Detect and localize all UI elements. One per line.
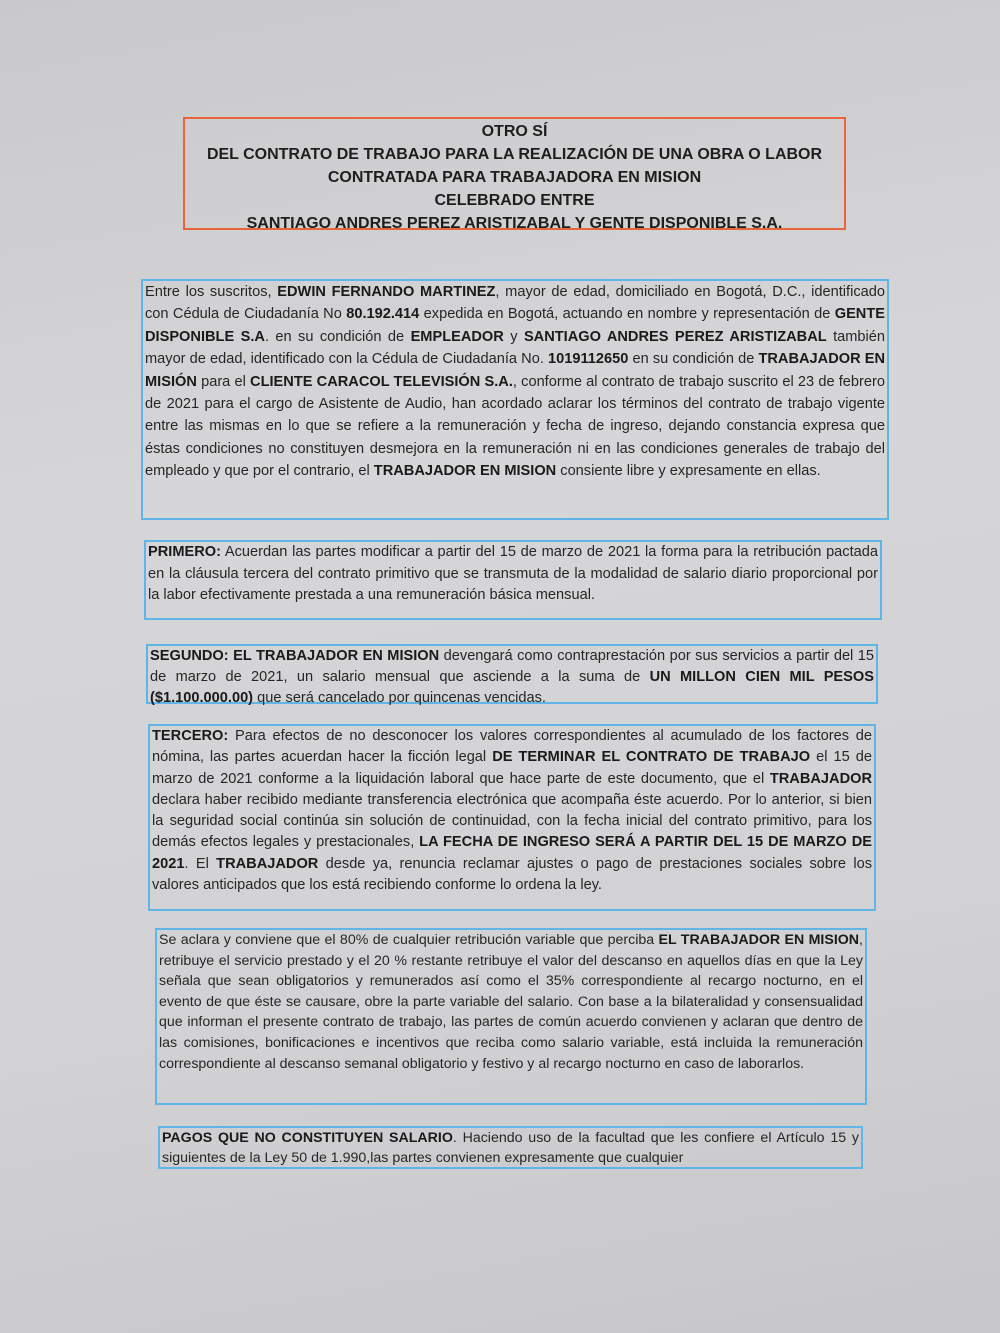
text-run: Acuerdan las partes modificar a partir del 15 de marzo de 2021 la forma para la retribución pactada en la cláusula tercera del contrato primitivo que se transmuta de la modalidad de salario diario proporcional por la labor efectivamente prestada a una remuneración básica mensual. <box>148 544 878 603</box>
text-run: . El <box>184 855 217 872</box>
text-run: desde ya, renuncia reclamar ajustes o pago de prestaciones sociales sobre los valores anticipados que los está recibiendo conforme lo ordena la ley. <box>152 855 872 894</box>
bold-run: UN MILLON CIEN MIL PESOS ($1.100.000.00) <box>150 669 874 706</box>
title-line: DEL CONTRATO DE TRABAJO PARA LA REALIZACIÓN DE UNA OBRA O LABOR <box>206 146 823 163</box>
text-run: declara haber recibido mediante transferencia electrónica que acompaña éste acuerdo. Por lo anterior, si bien la seguridad social continúa sin solución de continuidad, con la fecha inicial del contrato primitivo, para los demás efectos legales y prestacionales, <box>152 791 872 851</box>
clause-heading: TERCERO: <box>152 728 229 744</box>
text-run: , retribuye el servicio prestado y el 20 % restante retribuye el valor del descanso en aquellos días en que la Ley señala que sean obligatorios y remunerados así como el 35% correspondiente al recargo nocturno, en el evento de que éste se causare, obre la parte variable del salario. Con base a la bilateralidad y consensualidad que informan el presente contrato de trabajo, las partes de común acuerdo convienen y aclaran que dentro de las comisiones, bonificaciones e incentivos que reciba como salario variable, está incluida la remuneración correspondiente al descanso semanal obligatorio y festivo y al recargo nocturno en caso de laborarlos. <box>159 932 863 1072</box>
bold-run: EL TRABAJADOR EN MISION <box>658 932 860 948</box>
bold-run: TRABAJADOR <box>216 855 319 872</box>
bold-run: 1019112650 <box>548 351 629 368</box>
tercero-paragraph <box>148 724 876 911</box>
text-run: en su condición de <box>628 351 759 368</box>
title-line: CONTRATADA PARA TRABAJADORA EN MISION <box>327 169 702 186</box>
bold-run: SANTIAGO ANDRES PEREZ ARISTIZABAL <box>523 328 827 345</box>
bold-run: TRABAJADOR EN MISIÓN <box>145 351 886 390</box>
bold-run: EMPLEADOR <box>410 328 504 345</box>
title-line: CELEBRADO ENTRE <box>434 192 595 209</box>
clause-heading: SEGUNDO: EL TRABAJADOR EN MISION <box>150 648 440 664</box>
text-run: . en su condición de <box>264 328 411 345</box>
text-run: consiente libre y expresamente en ellas. <box>556 463 821 480</box>
bold-run: GENTE DISPONIBLE S.A <box>145 306 885 345</box>
text-run: expedida en Bogotá, actuando en nombre y representación de <box>419 306 835 323</box>
bold-run: 80.192.414 <box>346 306 420 323</box>
text-run: , conforme al contrato de trabajo suscrito el 23 de febrero de 2021 para el cargo de Asistente de Audio, han acordado aclarar los términos del contrato de trabajo vigente entre las mismas en lo que se refiere a la remuneración y fecha de ingreso, dejando constancia expresa que éstas condiciones no constituyen desmejora en la remuneración ni en las condiciones generales de trabajo del empleado y que por el contrario, el <box>145 373 885 480</box>
clause-heading: PAGOS QUE NO CONSTITUYEN SALARIO <box>162 1130 453 1146</box>
segundo-paragraph <box>146 644 878 704</box>
bold-run: CLIENTE CARACOL TELEVISIÓN S.A. <box>250 373 513 390</box>
text-run: también mayor de edad, identificado con la Cédula de Ciudadanía No. <box>145 328 886 368</box>
text-run: Para efectos de no desconocer los valores correspondientes al acumulado de los factores de nómina, las partes acuerdan hacer la ficción legal <box>152 728 872 766</box>
text-run: que será cancelado por quincenas vencidas. <box>253 690 546 706</box>
bold-run: LA FECHA DE INGRESO SERÁ A PARTIR DEL 15 DE MARZO DE 2021 <box>152 834 872 872</box>
clause-heading: PRIMERO: <box>148 544 221 560</box>
primero-paragraph <box>144 540 882 620</box>
title-line: OTRO SÍ <box>481 123 548 140</box>
bold-run: TRABAJADOR EN MISION <box>373 463 557 480</box>
bold-run: DE TERMINAR EL CONTRATO DE TRABAJO <box>492 749 811 766</box>
pagos-paragraph <box>158 1126 863 1169</box>
text-run: el 15 de marzo de 2021 conforme a la liquidación laboral que hace parte de este documento, que el <box>152 749 872 787</box>
text-run: . Haciendo uso de la facultad que les confiere el Artículo 15 y siguientes de la Ley 50 de 1.990,las partes convienen expresamente que cualquier <box>162 1130 859 1166</box>
text-run: Se aclara y conviene que el 80% de cualquier retribución variable que perciba <box>159 932 659 948</box>
aclaracion-paragraph <box>155 928 867 1105</box>
text-run: , mayor de edad, domiciliado en Bogotá, D.C., identificado con Cédula de Ciudadanía No <box>145 284 885 323</box>
text-run: y <box>503 328 524 345</box>
bold-run: TRABAJADOR <box>769 770 872 787</box>
title-line: SANTIAGO ANDRES PEREZ ARISTIZABAL Y GENTE DISPONIBLE S.A. <box>246 215 783 232</box>
intro-paragraph <box>141 279 889 520</box>
bold-run: EDWIN FERNANDO MARTINEZ <box>277 284 496 300</box>
text-run: devengará como contraprestación por sus servicios a partir del 15 de marzo de 2021, un salario mensual que asciende a la suma de <box>150 648 874 685</box>
text-run: para el <box>196 373 251 390</box>
document-title-block <box>183 117 846 230</box>
text-run: Entre los suscritos, <box>145 284 278 300</box>
